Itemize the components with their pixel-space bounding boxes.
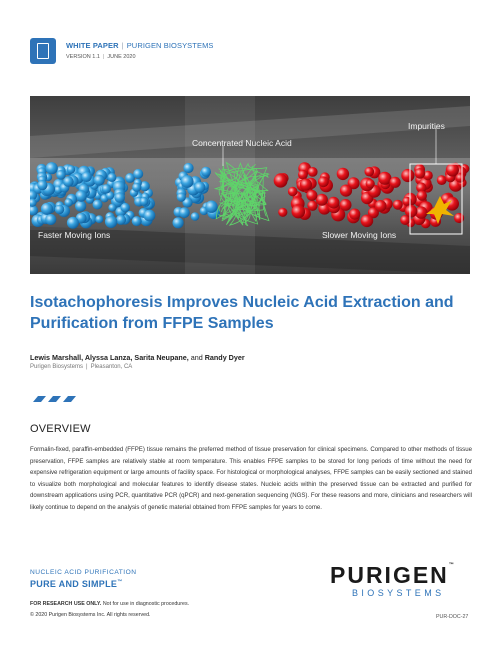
tagline-pure-simple [30,579,123,589]
doc-type: WHITE PAPER [66,41,119,50]
tagline-trademark: ™ [117,579,123,585]
hero-illustration [30,96,470,274]
document-number: PUR-DOC-27 [436,614,469,620]
author-names: Lewis Marshall, Alyssa Lanza, Sarita Neupane, [30,353,189,362]
paper-title: Isotachophoresis Improves Nucleic Acid Extraction and Purification from FFPE Samples [30,294,454,332]
overview-heading: OVERVIEW [30,423,91,435]
author-and: and [190,353,203,362]
label-slower-moving-ions: Slower Moving Ions [322,230,397,240]
ruo-text: Not for use in diagnostic procedures. [102,601,190,607]
affiliation: Purigen Biosystems | Pleasanton, CA [30,364,133,370]
tagline-text: PURE AND SIMPLE [30,579,118,589]
isotachophoresis-diagram [30,96,470,274]
decorative-slashes [30,395,80,403]
research-use-notice [30,601,189,607]
logo-subtitle: BIOSYSTEMS [352,588,445,598]
document-icon [30,38,56,64]
purigen-logo [330,562,454,589]
label-concentrated-nucleic-acid: Concentrated Nucleic Acid [192,138,292,148]
label-impurities: Impurities [408,121,445,131]
copyright: © 2020 Purigen Biosystems Inc. All rights reserved. [30,612,151,618]
overview-body: Formalin-fixed, paraffin-embedded (FFPE) tissue remains the preferred method of tissue preservation for clinical specimens. Compared to other methods of tissue preservation, FFPE samples are relatively stable at room temperature. This enables FFPE samples to be stored for long periods of time without the need for expensive refrigeration equipment or large amounts of facility space. For histological or morphological analyses, FFPE samples can be easily sectioned and stained to visualize both morphological and molecular features to identify disease states. Nucleic acids within the preserved tissue can be extracted and purified for downstream applications using PCR, quantitative PCR (qPCR) and next-generation sequencing (NGS). For these reasons and more, clinicians and researchers will likely continue to depend on the analysis of genetic material obtained from FFPE samples for years to come. [30,446,472,511]
header-title: WHITE PAPER | PURIGEN BIOSYSTEMS [66,41,214,50]
ruo-bold: FOR RESEARCH USE ONLY. [30,601,102,607]
tagline-purification: NUCLEIC ACID PURIFICATION [30,569,137,576]
logo-trademark: ™ [448,562,454,568]
author-list [30,353,245,362]
affiliation-location: Pleasanton, CA [90,364,133,370]
date-label: JUNE 2020 [107,54,136,60]
author-last: Randy Dyer [204,353,245,362]
logo-wordmark: PURIGEN [330,562,449,588]
header-company: PURIGEN BIOSYSTEMS [126,41,214,50]
version-label: VERSION 1.1 [66,54,100,60]
affiliation-org: Purigen Biosystems [30,364,84,370]
label-faster-moving-ions: Faster Moving Ions [38,230,111,240]
header-version: VERSION 1.1 | JUNE 2020 [66,54,136,60]
